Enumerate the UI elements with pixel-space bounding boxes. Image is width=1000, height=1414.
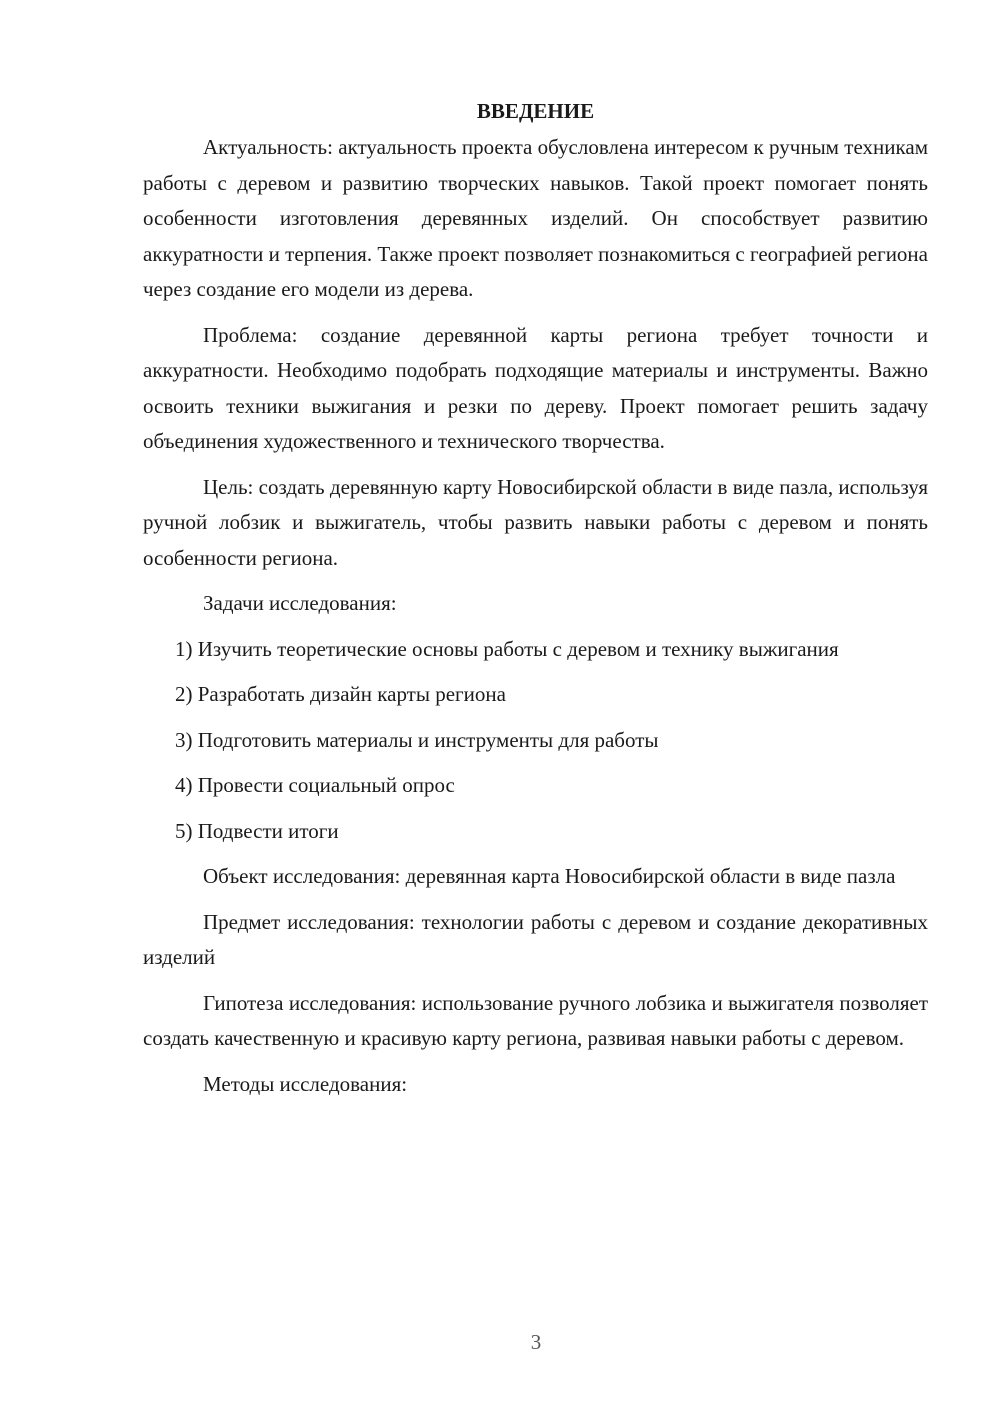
paragraph-relevance: Актуальность: актуальность проекта обусловлена интересом к ручным техникам работы с деревом и развитию творческих навыков. Такой проект помогает понять особенности изготовления деревянных изделий. Он способствует развитию аккуратности и терпения. Также проект позволяет познакомиться с географией региона через создание его модели из дерева. [143, 135, 928, 301]
task-item-2: 2) Разработать дизайн карты региона [175, 682, 506, 706]
task-item-4: 4) Провести социальный опрос [175, 773, 455, 797]
task-item-3: 3) Подготовить материалы и инструменты для работы [175, 727, 659, 752]
paragraph-hypothesis: Гипотеза исследования: использование ручного лобзика и выжигателя позволяет создать качественную и красивую карту региона, развивая навыки работы с деревом. [143, 990, 928, 1050]
paragraph-tasks-heading: Задачи исследования: [203, 591, 397, 615]
task-item-5: 5) Подвести итоги [175, 818, 339, 843]
paragraph-methods: Методы исследования: [203, 1071, 408, 1096]
paragraph-object: Объект исследования: деревянная карта Новосибирской области в виде пазла [203, 864, 896, 888]
paragraph-goal: Цель: создать деревянную карту Новосибирской области в виде пазла, используя ручной лобзик и выжигатель, чтобы развить навыки работы с деревом и понять особенности региона. [143, 474, 928, 570]
page-number: 3 [530, 1330, 542, 1354]
task-item-1: 1) Изучить теоретические основы работы с деревом и технику выжигания [175, 636, 839, 661]
paragraph-problem: Проблема: создание деревянной карты региона требует точности и аккуратности. Необходимо подобрать подходящие материалы и инструменты. Важно освоить техники выжигания и резки по дереву. Проект помогает решить задачу объединения художественного и технического творчества. [143, 322, 928, 453]
paragraph-subject: Предмет исследования: технологии работы с деревом и создание декоративных изделий [143, 909, 928, 969]
section-title: ВВЕДЕНИЕ [476, 99, 595, 123]
document-page [143, 94, 928, 1112]
